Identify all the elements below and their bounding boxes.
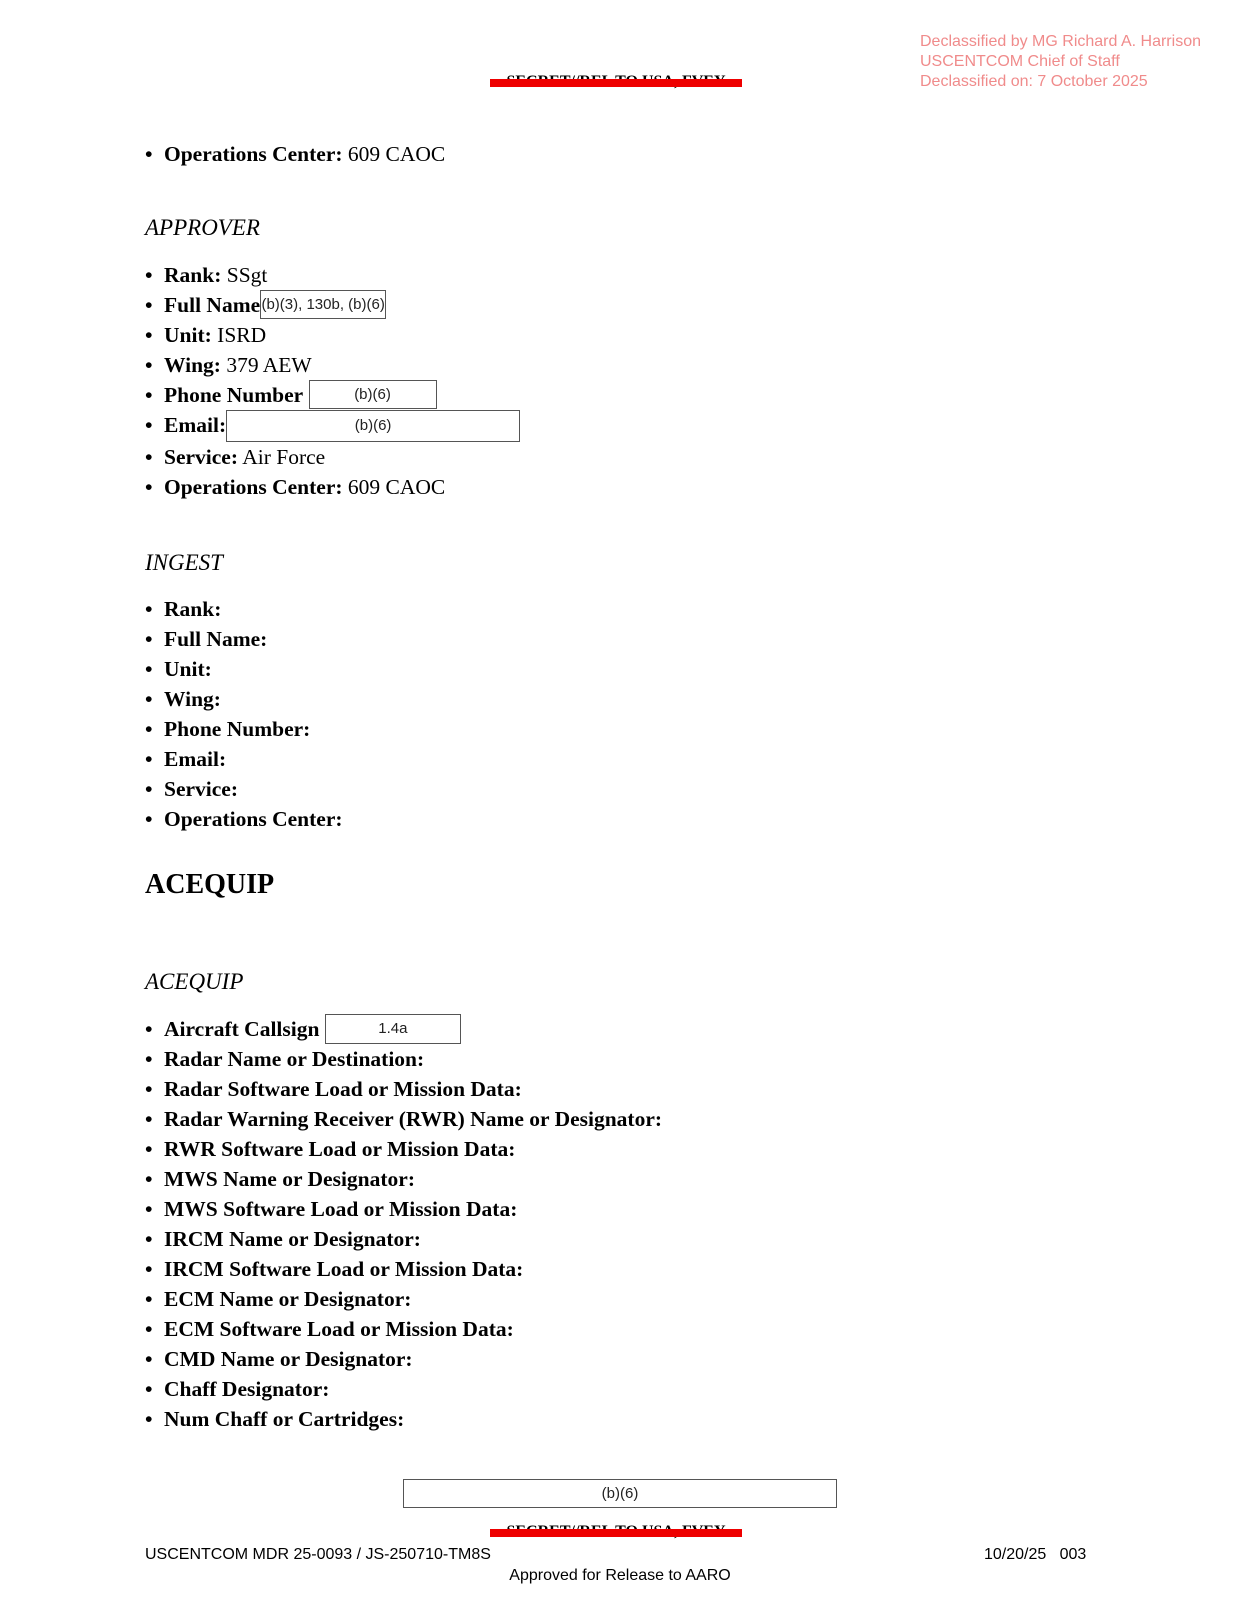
list-item: [145, 139, 445, 169]
list-item: [145, 1224, 662, 1254]
list-item: [145, 1014, 662, 1044]
section-heading-acequip: ACEQUIP: [145, 869, 275, 900]
list-item: [145, 684, 343, 714]
item-label: Full Name: [164, 293, 261, 317]
item-label: Phone Number:: [164, 717, 311, 741]
ingest-list: [145, 594, 343, 834]
redaction-box: (b)(3), 130b, (b)(6): [260, 290, 386, 319]
item-label: Phone Number: [164, 383, 304, 407]
approver-list: [145, 260, 520, 502]
list-item: [145, 624, 343, 654]
list-item: [145, 774, 343, 804]
item-label: Chaff Designator:: [164, 1377, 330, 1401]
classification-marking-bottom: [490, 1524, 742, 1540]
item-label: Wing:: [164, 687, 221, 711]
footer-redaction-box: (b)(6): [403, 1479, 837, 1508]
item-value: SSgt: [226, 263, 268, 287]
item-label: MWS Software Load or Mission Data:: [164, 1197, 518, 1221]
item-label: Rank:: [164, 597, 222, 621]
item-label: Radar Software Load or Mission Data:: [164, 1077, 522, 1101]
acequip-heading: ACEQUIP: [145, 969, 244, 994]
item-label: Rank:: [164, 263, 222, 287]
item-label: RWR Software Load or Mission Data:: [164, 1137, 516, 1161]
redaction-box: (b)(6): [226, 410, 520, 442]
item-value: ISRD: [217, 323, 267, 347]
declassification-line-2: USCENTCOM Chief of Staff: [920, 53, 1120, 70]
list-item: [145, 744, 343, 774]
item-label: Aircraft Callsign: [164, 1017, 320, 1041]
redaction-bar: [490, 1529, 742, 1537]
item-label: Radar Warning Receiver (RWR) Name or Designator:: [164, 1107, 663, 1131]
list-item: [145, 1344, 662, 1374]
list-item: [145, 472, 520, 502]
item-label: Num Chaff or Cartridges:: [164, 1407, 405, 1431]
list-item: [145, 594, 343, 624]
item-label: ECM Software Load or Mission Data:: [164, 1317, 514, 1341]
item-label: Unit:: [164, 323, 212, 347]
ingest-heading: INGEST: [145, 550, 223, 575]
date-page: 10/20/25 003: [984, 1546, 1087, 1563]
list-item: [145, 320, 520, 350]
item-value: 609 CAOC: [347, 142, 446, 166]
redaction-box: 1.4a: [325, 1014, 461, 1044]
item-value: Air Force: [242, 445, 326, 469]
list-item: [145, 260, 520, 290]
release-statement: Approved for Release to AARO: [509, 1567, 731, 1584]
item-value: 609 CAOC: [347, 475, 446, 499]
list-item: [145, 1374, 662, 1404]
list-item: [145, 350, 520, 380]
classification-marking-top: [490, 74, 742, 90]
list-item: [145, 714, 343, 744]
item-label: Email:: [164, 413, 227, 437]
list-item: [145, 290, 520, 320]
list-item: [145, 1254, 662, 1284]
list-item: [145, 1314, 662, 1344]
declassification-stamp: [920, 32, 1201, 92]
item-label: Unit:: [164, 657, 212, 681]
item-label: Radar Name or Destination:: [164, 1047, 425, 1071]
item-label: Operations Center:: [164, 142, 343, 166]
item-label: CMD Name or Designator:: [164, 1347, 413, 1371]
list-item: [145, 1134, 662, 1164]
list-item: [145, 1284, 662, 1314]
acequip-list: [145, 1014, 662, 1434]
item-value: 379 AEW: [226, 353, 312, 377]
list-item: [145, 1074, 662, 1104]
item-label: IRCM Software Load or Mission Data:: [164, 1257, 524, 1281]
item-label: Service:: [164, 777, 239, 801]
item-label: Operations Center:: [164, 807, 343, 831]
list-item: [145, 410, 520, 442]
declassification-line-3: Declassified on: 7 October 2025: [920, 73, 1148, 90]
list-item: [145, 1404, 662, 1434]
case-number: USCENTCOM MDR 25-0093 / JS-250710-TM8S: [145, 1546, 491, 1563]
list-item: [145, 1194, 662, 1224]
list-item: [145, 442, 520, 472]
top-list: [145, 139, 445, 169]
item-label: ECM Name or Designator:: [164, 1287, 412, 1311]
list-item: [145, 380, 520, 410]
list-item: [145, 1104, 662, 1134]
item-label: Email:: [164, 747, 227, 771]
item-label: Operations Center:: [164, 475, 343, 499]
redaction-box: (b)(6): [309, 380, 437, 409]
item-label: Full Name:: [164, 627, 268, 651]
list-item: [145, 804, 343, 834]
item-label: Wing:: [164, 353, 221, 377]
declassification-line-1: Declassified by MG Richard A. Harrison: [920, 33, 1201, 50]
redaction-bar: [490, 79, 742, 87]
list-item: [145, 1164, 662, 1194]
item-label: IRCM Name or Designator:: [164, 1227, 421, 1251]
list-item: [145, 654, 343, 684]
item-label: Service:: [164, 445, 239, 469]
approver-heading: APPROVER: [145, 215, 260, 240]
item-label: MWS Name or Designator:: [164, 1167, 415, 1191]
list-item: [145, 1044, 662, 1074]
